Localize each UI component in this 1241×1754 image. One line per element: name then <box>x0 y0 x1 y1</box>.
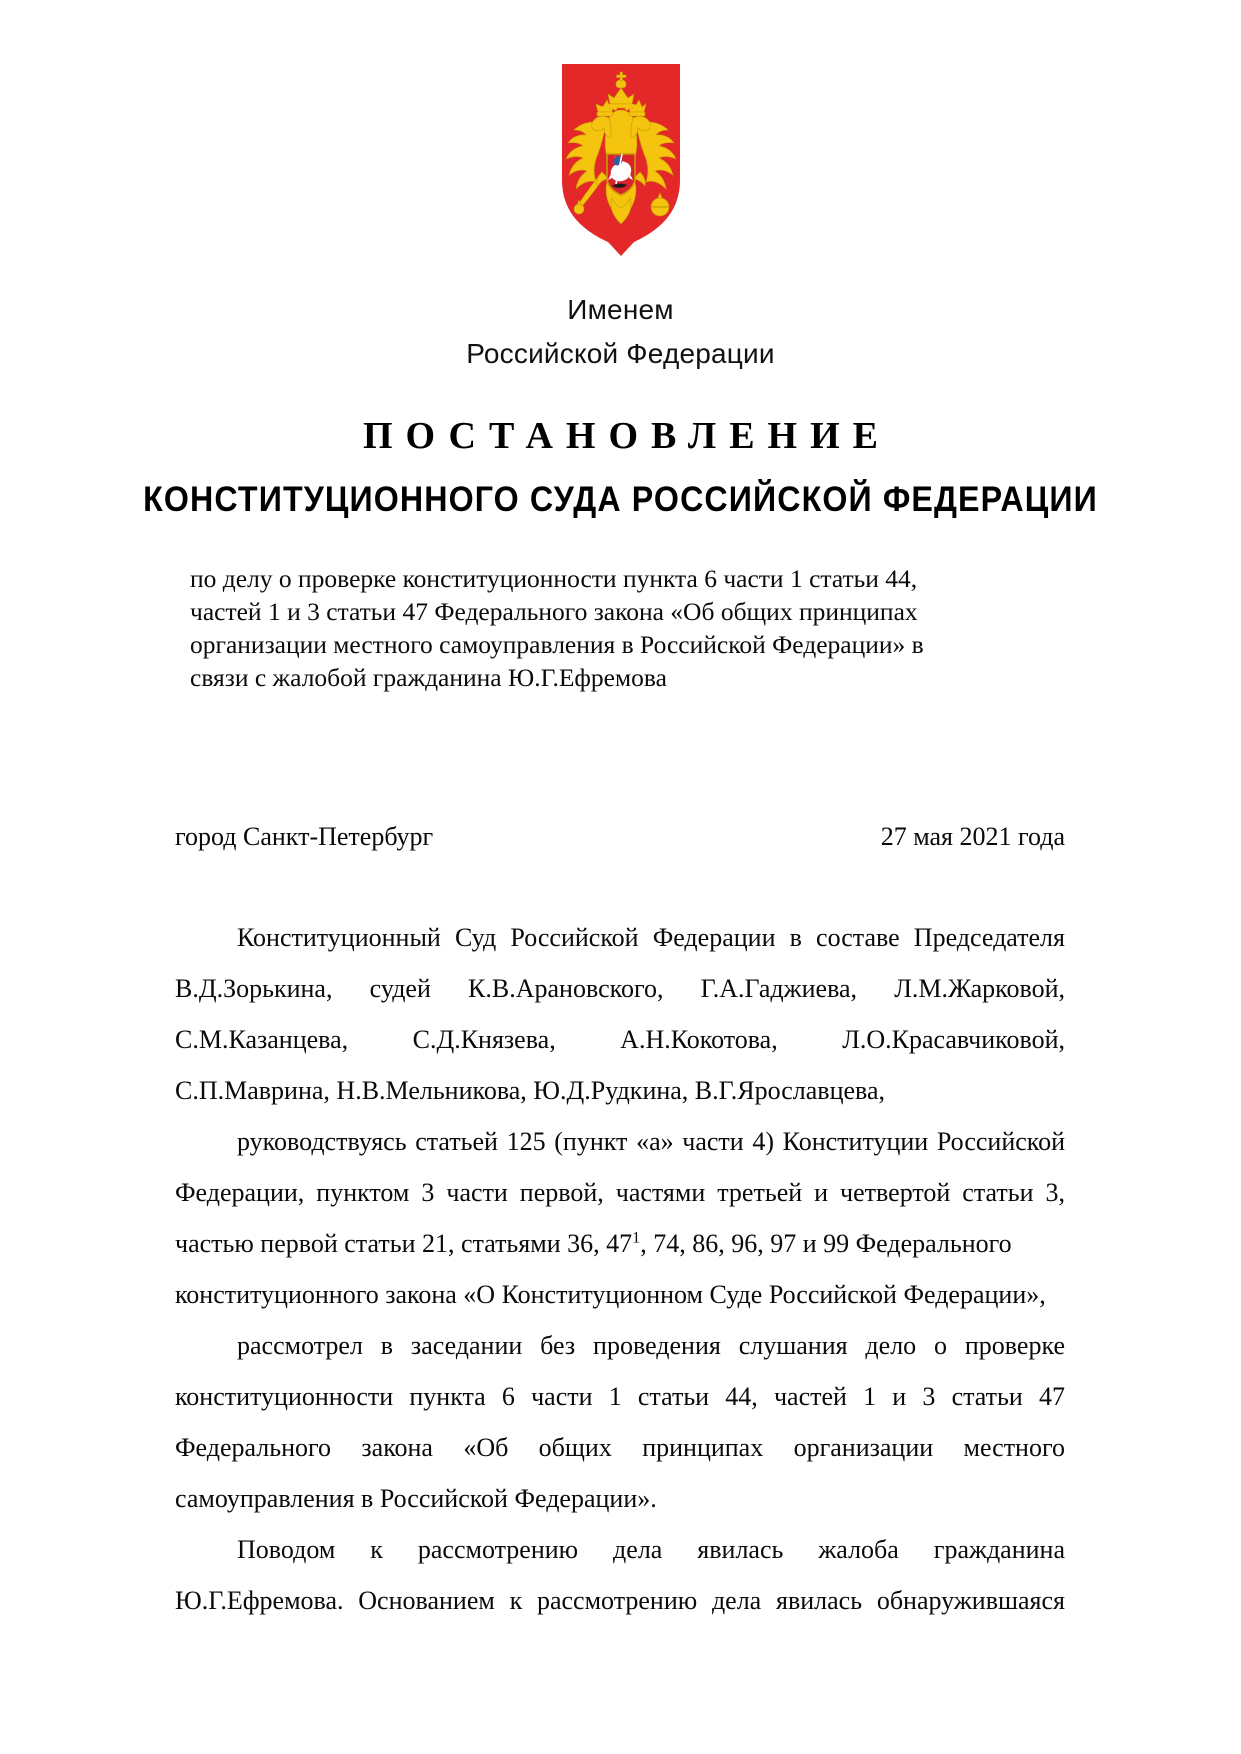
document-title: ПОСТАНОВЛЕНИЕ <box>362 415 892 457</box>
body-line: В.Д.Зорькина, судей К.В.Арановского, Г.А.Гаджиева, Л.М.Жарковой, <box>175 974 1065 1003</box>
paragraph-considered-cont <box>175 1422 1065 1473</box>
footnote-superscript: 1 <box>632 1229 641 1247</box>
paragraph-composition-cont <box>175 1014 1065 1065</box>
coat-of-arms-container <box>0 62 1241 258</box>
paragraph-considered-cont <box>175 1371 1065 1422</box>
document-body <box>175 912 1065 1626</box>
paragraph-considered-cont <box>175 1473 1065 1524</box>
header-line-2: Российской Федерации <box>466 338 775 369</box>
document-subtitle: КОНСТИТУЦИОННОГО СУДА РОССИЙСКОЙ ФЕДЕРАЦИИ <box>143 480 1098 519</box>
paragraph-composition-cont <box>175 1065 1065 1116</box>
body-line-part-a: частью первой статьи 21, статьями 36, 47 <box>175 1229 633 1258</box>
case-description-line: частей 1 и 3 статьи 47 Федерального закона «Об общих принципах <box>190 597 918 626</box>
header-line-1: Именем <box>567 294 674 325</box>
in-the-name-of-header <box>0 288 1241 376</box>
paragraph-guided-by-cont <box>175 1269 1065 1320</box>
body-line: С.П.Маврина, Н.В.Мельникова, Ю.Д.Рудкина, В.Г.Ярославцева, <box>175 1076 885 1105</box>
body-line-part-b: , 74, 86, 96, 97 и 99 Федерального <box>640 1229 1012 1258</box>
paragraph-guided-by <box>175 1116 1065 1167</box>
paragraph-considered <box>175 1320 1065 1371</box>
body-line: самоуправления в Российской Федерации». <box>175 1484 657 1513</box>
date-label: 27 мая 2021 года <box>880 822 1065 851</box>
case-description-line: организации местного самоуправления в Российской Федерации» в <box>190 630 924 659</box>
body-line: конституционности пункта 6 части 1 статьи 44, частей 1 и 3 статьи 47 <box>175 1382 1065 1411</box>
paragraph-guided-by-cont <box>175 1218 1065 1269</box>
paragraph-guided-by-cont <box>175 1167 1065 1218</box>
coat-of-arms-of-russia-icon <box>560 62 682 258</box>
paragraph-grounds-cont <box>175 1575 1065 1626</box>
case-description-line: связи с жалобой гражданина Ю.Г.Ефремова <box>190 663 667 692</box>
body-line: руководствуясь статьей 125 (пункт «а» части 4) Конституции Российской <box>237 1127 1065 1156</box>
paragraph-composition <box>175 912 1065 963</box>
body-line: Федерации, пунктом 3 части первой, частями третьей и четвертой статьи 3, <box>175 1178 1065 1207</box>
body-line: Ю.Г.Ефремова. Основанием к рассмотрению дела явилась обнаружившаяся <box>175 1586 1065 1615</box>
body-line: Конституционный Суд Российской Федерации в составе Председателя <box>237 923 1065 952</box>
body-line: Федерального закона «Об общих принципах организации местного <box>175 1433 1065 1462</box>
case-description-line: по делу о проверке конституционности пункта 6 части 1 статьи 44, <box>190 564 918 593</box>
body-line: конституционного закона «О Конституционном Суде Российской Федерации», <box>175 1280 1046 1309</box>
paragraph-grounds <box>175 1524 1065 1575</box>
place-label: город Санкт-Петербург <box>175 822 434 851</box>
body-line: рассмотрел в заседании без проведения слушания дело о проверке <box>237 1331 1065 1360</box>
case-description <box>190 562 1050 694</box>
paragraph-composition-cont <box>175 963 1065 1014</box>
place-and-date <box>175 822 1065 852</box>
body-line: Поводом к рассмотрению дела явилась жалоба гражданина <box>237 1535 1065 1564</box>
body-line: С.М.Казанцева, С.Д.Князева, А.Н.Кокотова, Л.О.Красавчиковой, <box>175 1025 1065 1054</box>
